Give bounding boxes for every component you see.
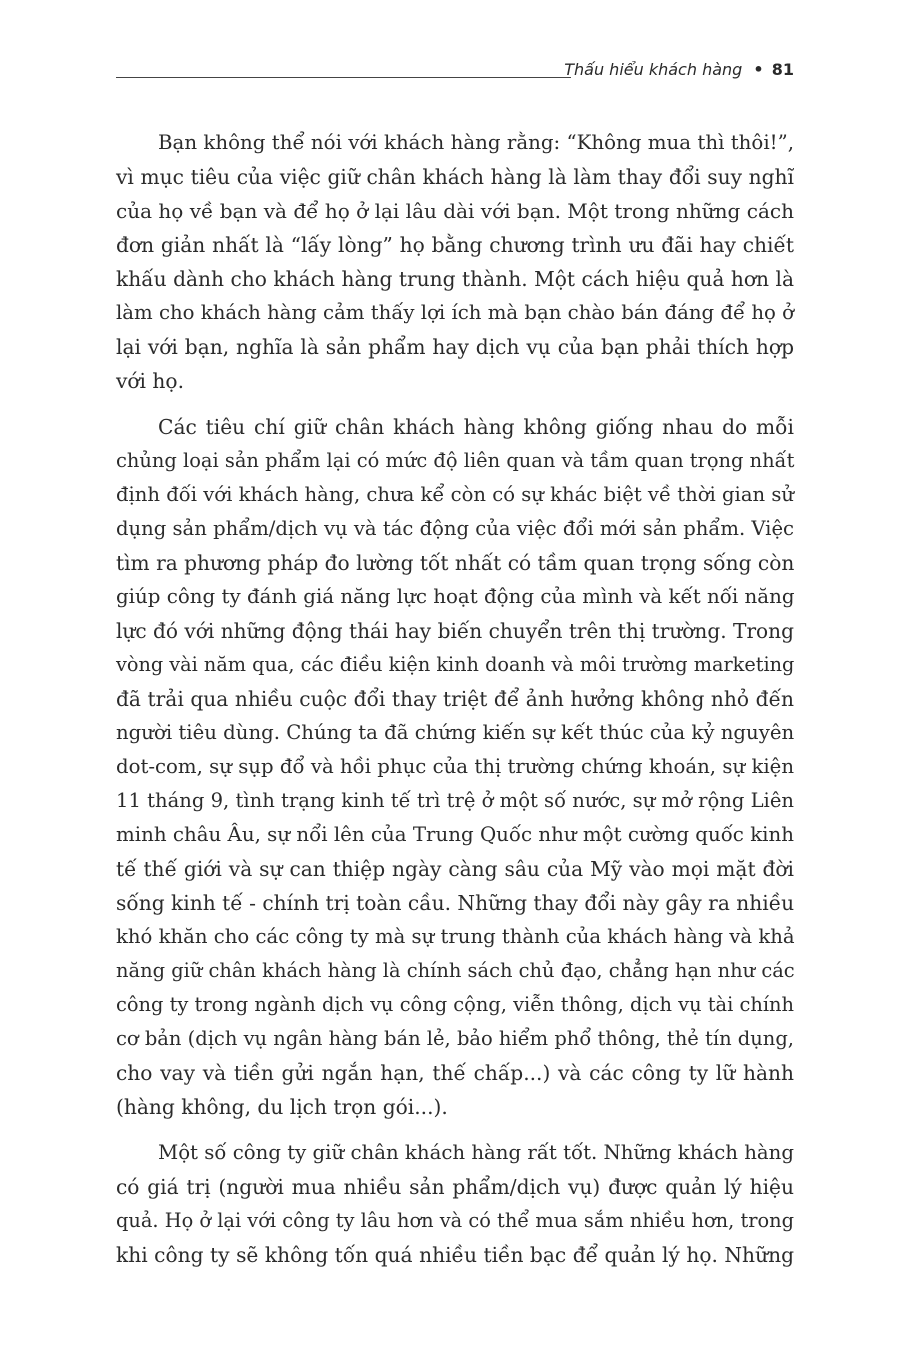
text-line: Các tiêu chí giữ chân khách hàng không giống nhau do mỗi	[158, 415, 794, 439]
text-line: của họ về bạn và để họ ở lại lâu dài với bạn. Một trong những cách	[116, 199, 794, 223]
text-line: Một số công ty giữ chân khách hàng rất tốt. Những khách hàng	[158, 1141, 794, 1164]
text-line: năng giữ chân khách hàng là chính sách chủ đạo, chẳng hạn như các	[116, 959, 795, 982]
text-line: quả. Họ ở lại với công ty lâu hơn và có thể mua sắm nhiều hơn, trong	[116, 1209, 794, 1232]
text-line: 11 tháng 9, tình trạng kinh tế trì trệ ở một số nước, sự mở rộng Liên	[116, 789, 794, 812]
running-header	[116, 60, 794, 88]
text-line: dot-com, sự sụp đổ và hồi phục của thị trường chứng khoán, sự kiện	[116, 755, 794, 778]
header-text	[564, 60, 794, 79]
paragraph	[116, 1136, 794, 1272]
text-line: khó khăn cho các công ty mà sự trung thành của khách hàng và khả	[116, 925, 795, 948]
text-line: khi công ty sẽ không tốn quá nhiều tiền bạc để quản lý họ. Những	[116, 1243, 794, 1267]
text-line: lại với bạn, nghĩa là sản phẩm hay dịch vụ của bạn phải thích hợp	[116, 335, 794, 359]
page-number: 81	[771, 60, 794, 79]
paragraph	[116, 126, 794, 398]
header-rule	[116, 77, 571, 78]
text-line: có giá trị (người mua nhiều sản phẩm/dịch vụ) được quản lý hiệu	[116, 1175, 794, 1199]
text-line: người tiêu dùng. Chúng ta đã chứng kiến sự kết thúc của kỷ nguyên	[116, 721, 795, 744]
text-line: công ty trong ngành dịch vụ công cộng, viễn thông, dịch vụ tài chính	[116, 993, 794, 1016]
text-line: cho vay và tiền gửi ngắn hạn, thế chấp...) và các công ty lữ hành	[116, 1061, 794, 1085]
text-line: cơ bản (dịch vụ ngân hàng bán lẻ, bảo hiểm phổ thông, thẻ tín dụng,	[116, 1027, 794, 1050]
text-line: tìm ra phương pháp đo lường tốt nhất có tầm quan trọng sống còn	[116, 551, 795, 575]
text-line: làm cho khách hàng cảm thấy lợi ích mà bạn chào bán đáng để họ ở	[116, 301, 795, 324]
text-line: đã trải qua nhiều cuộc đổi thay triệt để ảnh hưởng không nhỏ đến	[116, 687, 794, 711]
text-line: vì mục tiêu của việc giữ chân khách hàng là làm thay đổi suy nghĩ	[116, 165, 794, 189]
text-line: giúp công ty đánh giá năng lực hoạt động của mình và kết nối năng	[116, 585, 795, 608]
text-line: sống kinh tế - chính trị toàn cầu. Những thay đổi này gây ra nhiều	[116, 891, 795, 915]
text-line: Bạn không thể nói với khách hàng rằng: “Không mua thì thôi!”,	[158, 131, 794, 154]
body-text	[116, 126, 794, 1284]
text-line: tế thế giới và sự can thiệp ngày càng sâu của Mỹ vào mọi mặt đời	[116, 857, 794, 881]
text-line: chủng loại sản phẩm lại có mức độ liên quan và tầm quan trọng nhất	[116, 449, 795, 472]
text-line: đơn giản nhất là “lấy lòng” họ bằng chương trình ưu đãi hay chiết	[116, 233, 794, 257]
text-line: với họ.	[116, 369, 185, 393]
header-bullet: •	[753, 60, 764, 79]
text-line: dụng sản phẩm/dịch vụ và tác động của việc đổi mới sản phẩm. Việc	[116, 517, 794, 540]
text-line: (hàng không, du lịch trọn gói...).	[116, 1095, 448, 1119]
text-line: minh châu Âu, sự nổi lên của Trung Quốc như một cường quốc kinh	[116, 823, 794, 846]
text-line: khấu dành cho khách hàng trung thành. Một cách hiệu quả hơn là	[116, 267, 794, 291]
paragraph	[116, 410, 794, 1124]
text-line: lực đó với những động thái hay biến chuyển trên thị trường. Trong	[116, 619, 794, 643]
chapter-title: Thấu hiểu khách hàng	[564, 60, 743, 79]
text-line: vòng vài năm qua, các điều kiện kinh doanh và môi trường marketing	[116, 653, 795, 676]
text-line: định đối với khách hàng, chưa kể còn có sự khác biệt về thời gian sử	[116, 483, 794, 506]
